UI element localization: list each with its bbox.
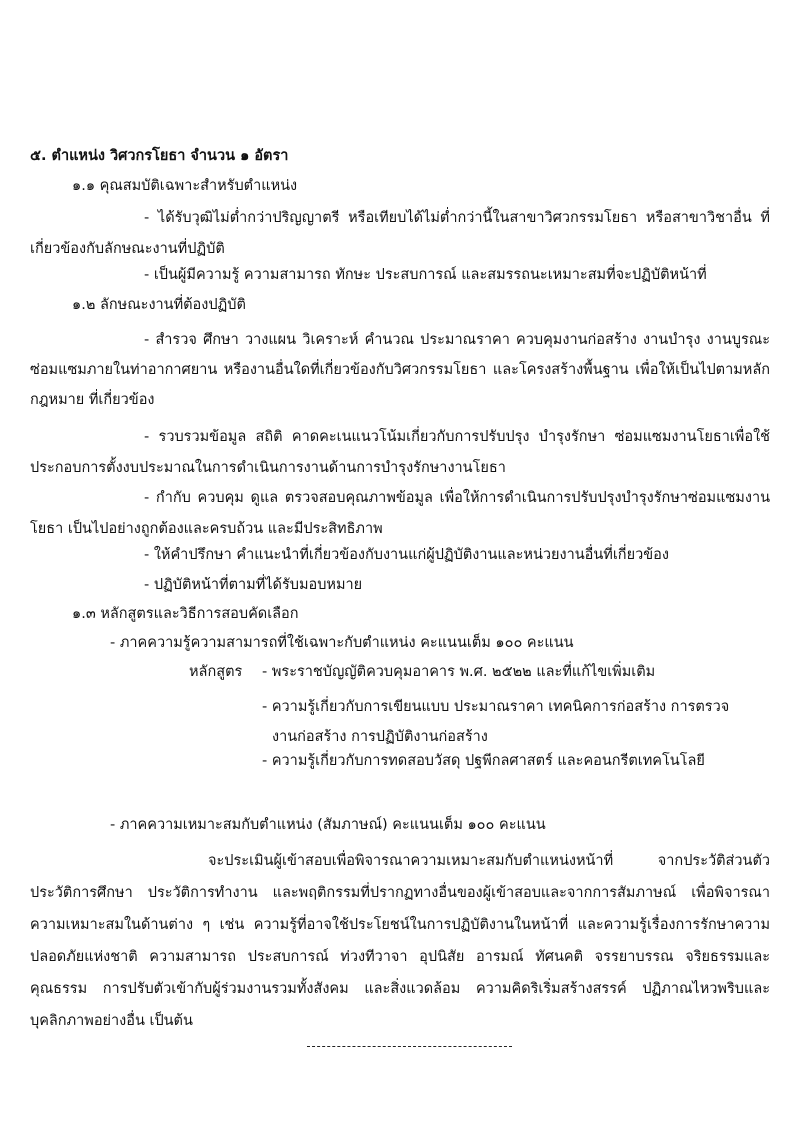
curriculum-item-1: - พระราชบัญญัติควบคุมอาคาร พ.ศ. ๒๕๒๒ และที่แก้ไขเพิ่มเติม bbox=[262, 664, 656, 680]
s3-title: ๑.๓ หลักสูตรและวิธีการสอบคัดเลือก bbox=[72, 606, 299, 622]
s1-title: ๑.๑ คุณสมบัติเฉพาะสำหรับตำแหน่ง bbox=[72, 178, 298, 194]
curriculum-item-3: - ความรู้เกี่ยวกับการทดสอบวัสดุ ปฐพีกลศาสตร์ และคอนกรีตเทคโนโลยี bbox=[262, 753, 705, 769]
curriculum-item-2: - ความรู้เกี่ยวกับการเขียนแบบ ประมาณราคา เทคนิคการก่อสร้าง การตรวจงานก่อสร้าง การปฏิบัติงานก่อสร้าง bbox=[262, 699, 730, 745]
s2-item-1: - สำรวจ ศึกษา วางแผน วิเคราะห์ คำนวณ ประมาณราคา ควบคุมงานก่อสร้าง งานบำรุง งานบูรณะซ่อมแซมภายในท่าอากาศยาน หรืองานอื่นใดที่เกี่ยวข้องกับวิศวกรรมโยธา และโครงสร้างพื้นฐาน เพื่อให้เป็นไปตามหลักกฎหมาย ที่เกี่ยวข้อง bbox=[30, 332, 770, 408]
s2-item-2: - รวบรวมข้อมูล สถิติ คาดคะเนแนวโน้มเกี่ยวกับการปรับปรุง บำรุงรักษา ซ่อมแซมงานโยธาเพื่อใช้ประกอบการตั้งงบประมาณในการดำเนินการงานด้านการบำรุงรักษางานโยธา bbox=[30, 429, 770, 476]
s2-item-5: - ปฏิบัติหน้าที่ตามที่ได้รับมอบหมาย bbox=[144, 577, 363, 593]
s1-item-2: - เป็นผู้มีความรู้ ความสามารถ ทักษะ ประสบการณ์ และสมรรถนะเหมาะสมที่จะปฏิบัติหน้าที่ bbox=[144, 267, 707, 283]
s2-item-3: - กำกับ ควบคุม ดูแล ตรวจสอบคุณภาพข้อมูล เพื่อให้การดำเนินการปรับปรุงบำรุงรักษาซ่อมแซมงานโยธา เป็นไปอย่างถูกต้องและครบถ้วน และมีประสิทธิภาพ bbox=[30, 490, 770, 537]
s3-part2: - ภาคความเหมาะสมกับตำแหน่ง (สัมภาษณ์) คะแนนเต็ม ๑๐๐ คะแนน bbox=[110, 817, 546, 833]
s3-part1: - ภาคความรู้ความสามารถที่ใช้เฉพาะกับตำแหน่ง คะแนนเต็ม ๑๐๐ คะแนน bbox=[110, 635, 574, 651]
section-heading: ๕. ตำแหน่ง วิศวกรโยธา จำนวน ๑ อัตรา bbox=[30, 148, 289, 164]
curriculum-label: หลักสูตร bbox=[189, 664, 243, 680]
s1-item-1: - ได้รับวุฒิไม่ต่ำกว่าปริญญาตรี หรือเทียบได้ไม่ต่ำกว่านี้ในสาขาวิศวกรรมโยธา หรือสาขาวิชาอื่น ที่เกี่ยวข้องกับลักษณะงานที่ปฏิบัติ bbox=[30, 210, 770, 257]
end-divider bbox=[307, 1046, 512, 1047]
s2-item-4: - ให้คำปรึกษา คำแนะนำที่เกี่ยวข้องกับงานแก่ผู้ปฏิบัติงานและหน่วยงานอื่นที่เกี่ยวข้อง bbox=[144, 547, 669, 563]
s3-part2-text: จะประเมินผู้เข้าสอบเพื่อพิจารณาความเหมาะสมกับตำแหน่งหน้าที่ จากประวัติส่วนตัว ประวัติการศึกษา ประวัติการทำงาน และพฤติกรรมที่ปรากฏทางอื่นของผู้เข้าสอบและจากการสัมภาษณ์ เพื่อพิจารณาความเหมาะสมในด้านต่าง ๆ เช่น ความรู้ที่อาจใช้ประโยชน์ในการปฏิบัติงานในหน้าที่ และความรู้เรื่องการรักษาความปลอดภัยแห่งชาติ ความสามารถ ประสบการณ์ ท่วงทีวาจา อุปนิสัย อารมณ์ ทัศนคติ จรรยาบรรณ จริยธรรมและคุณธรรม การปรับตัวเข้ากับผู้ร่วมงานรวมทั้งสังคม และสิ่งแวดล้อม ความคิดริเริ่มสร้างสรรค์ ปฏิภาณไหวพริบและบุคลิกภาพอย่างอื่น เป็นต้น bbox=[30, 853, 770, 1029]
s2-title: ๑.๒ ลักษณะงานที่ต้องปฏิบัติ bbox=[72, 297, 246, 313]
